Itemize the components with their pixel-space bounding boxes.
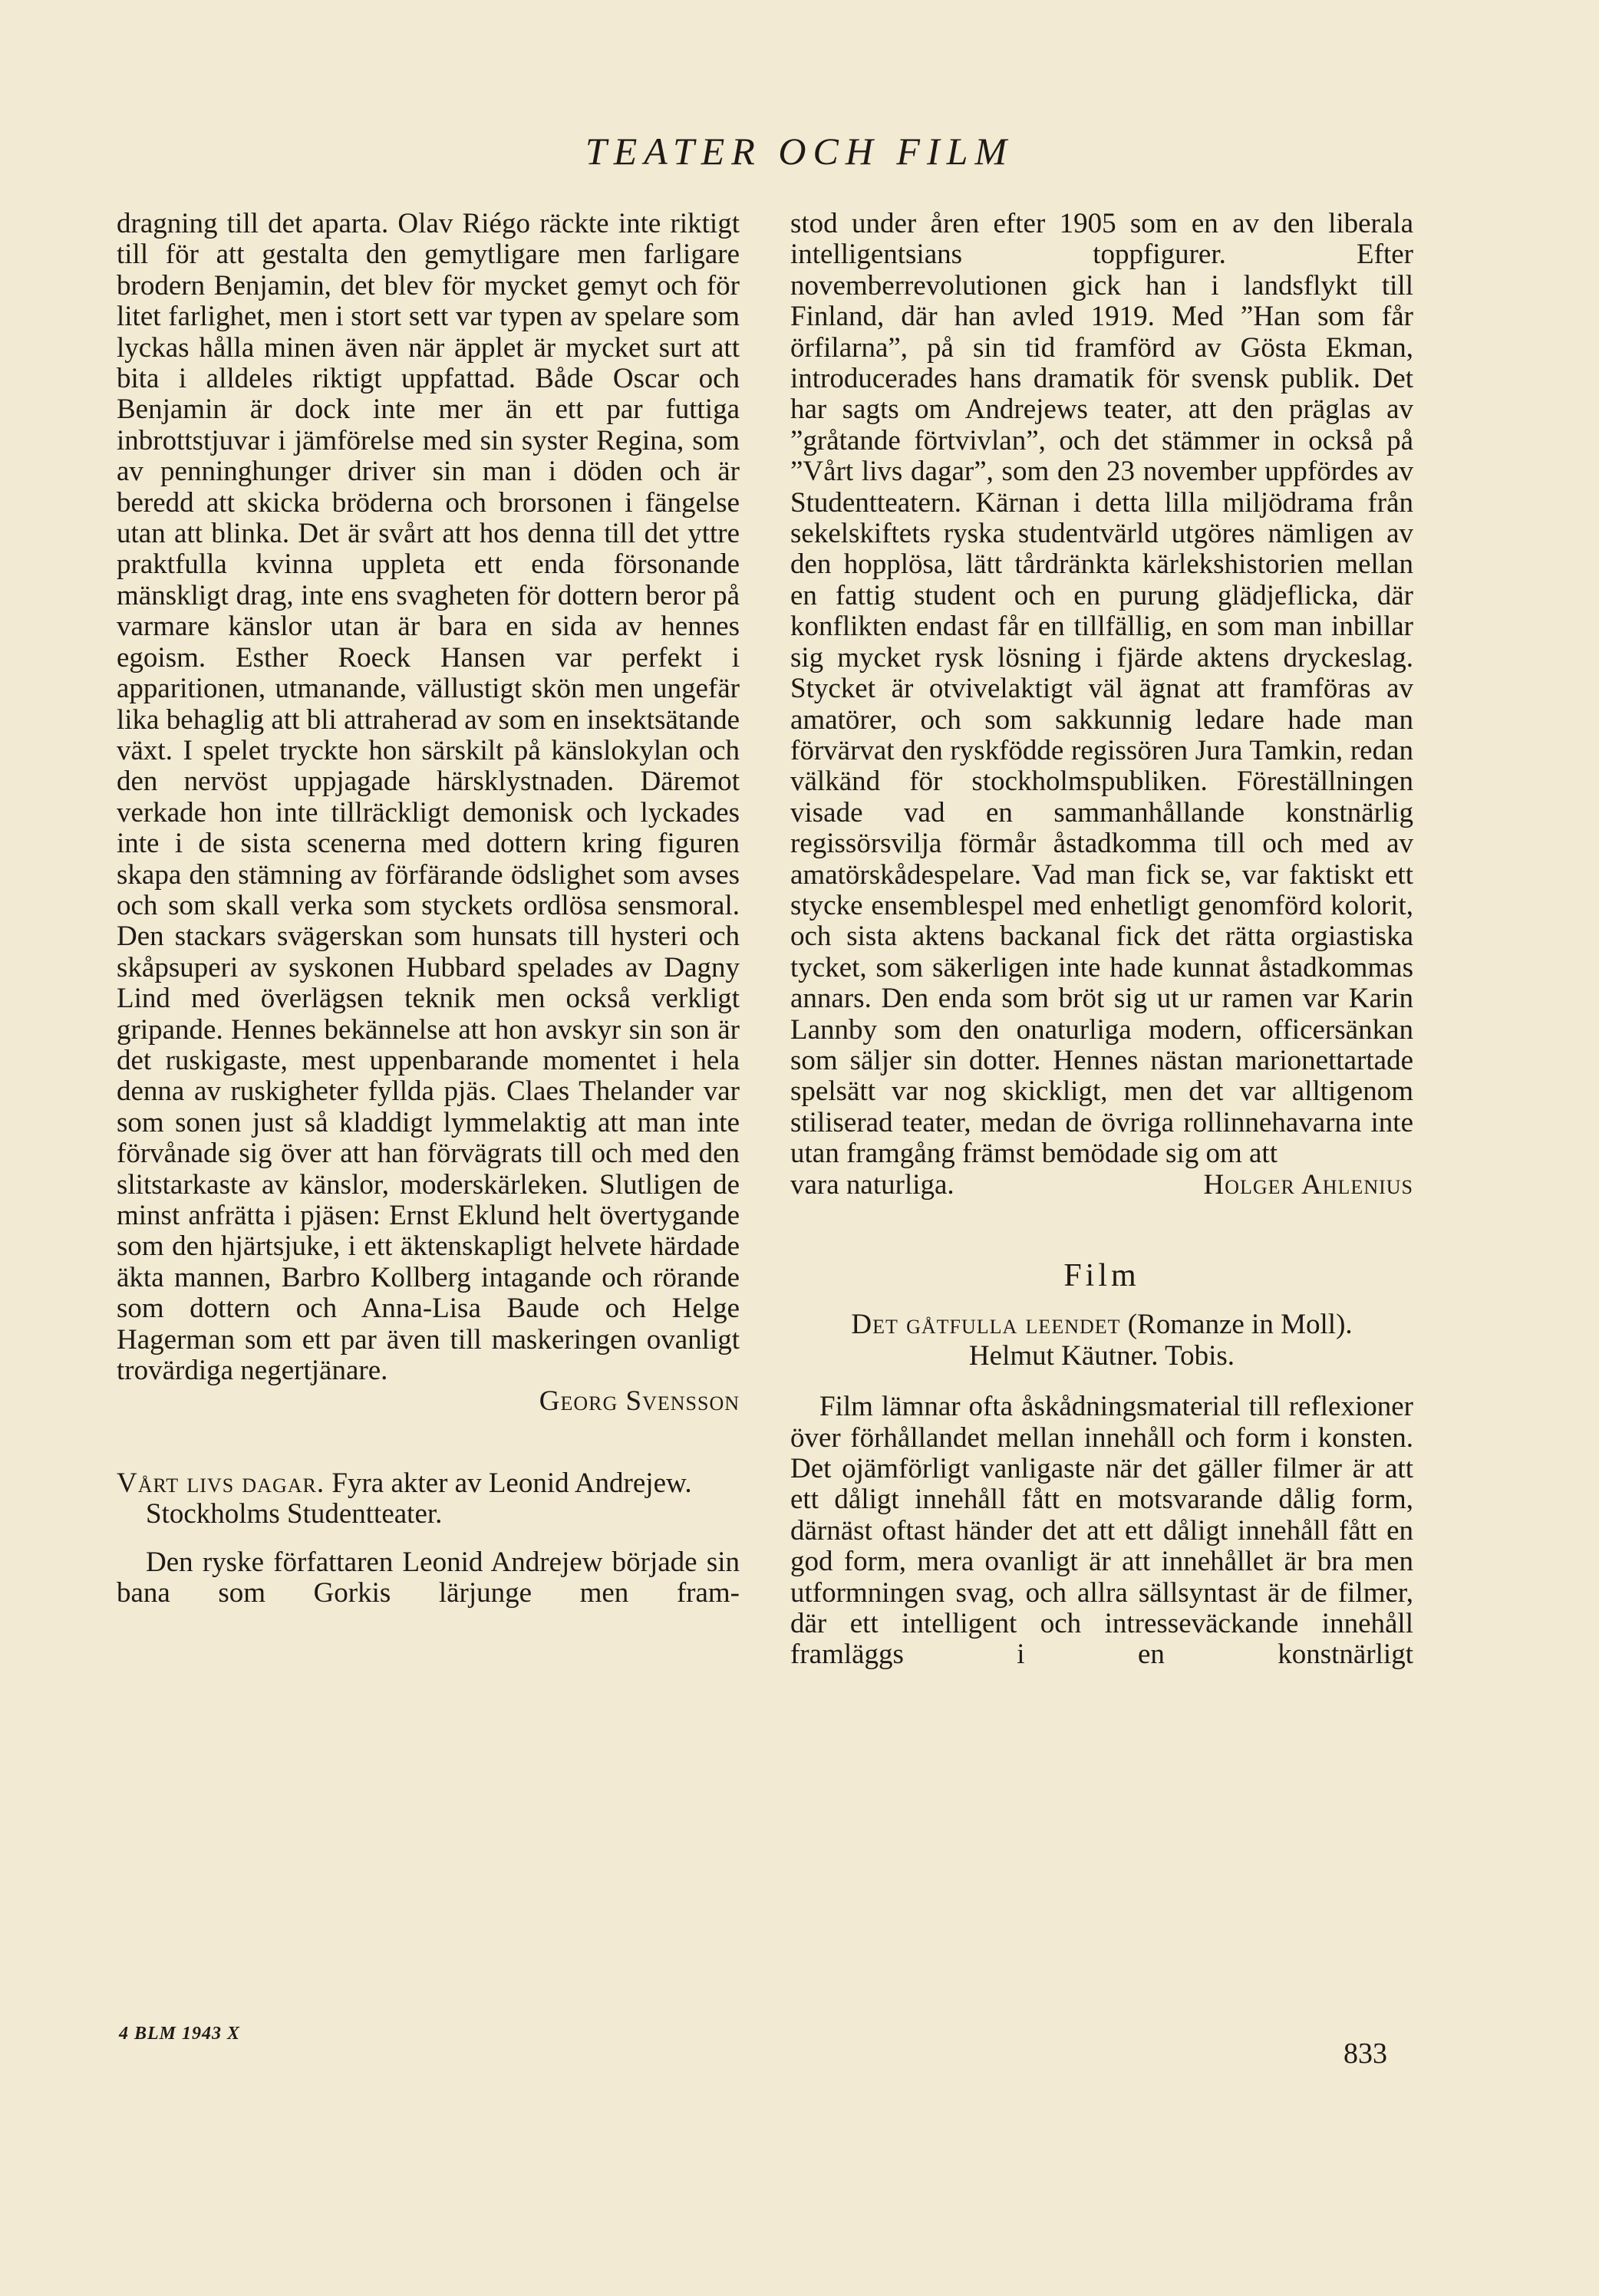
right-paragraph-1: stod under åren efter 1905 som en av den liberala intelligentsians toppfigurer. Efter novemberrevolutionen gick han i landsflykt till Finland, där han avled 1919. Med ”Han som får örfilarna”, på sin tid framförd av Gösta Ekman, introducerades hans dramatik för svensk publik. Det har sagts om Andrejews teater, att den präglas av ”gråtande förtvivlan”, och det stämmer in också på ”Vårt livs dagar”, som den 23 november uppfördes av Studentteatern. Kärnan i detta lilla miljödrama från sekelskiftets ryska studentvärld utgöres nämligen av den hopplösa, lätt tårdränkta kärlekshistorien mellan en fattig student och en purung glädjeflicka, där konflikten endast får en tillfällig, en som man inbillar sig mycket rysk lösning i fjärde aktens dryckeslag. Stycket är otvivelaktigt väl ägnat att framföras av amatörer, och som sakkunnig ledare hade man förvärvat den ryskfödde regissören Jura Tamkin, redan välkänd för stockholmspubliken. Föreställningen visade vad en sammanhållande konstnärlig regissörsvilja förmår åstadkomma till och med av amatörskådespelare. Vad man fick se, var faktiskt ett stycke ensemblespel med enhetligt genomförd kolorit, och sista aktens backanal fick det rätta orgiastiska tycket, som säkerligen inte hade kunnat åstadkommas annars. Den enda som bröt sig ut ur ramen var Karin Lannby som den onaturliga modern, officersänkan som säljer sin dotter. Hennes nästan marionettartade spelsätt var nog skickligt, men det var alltigenom stiliserad teater, medan de övriga rollinnehavarna inte utan framgång främst bemödade sig om att (790, 208, 1413, 1170)
film-original-title: (Romanze in Moll). (1127, 1309, 1353, 1341)
right-column (790, 209, 1413, 1701)
right-paragraph-2: Film lämnar ofta åskådningsmaterial till reflexioner över förhållandet mellan innehåll och form i konsten. Det ojämförligt vanligaste när det gäller filmer är att ett dåligt innehåll fått en motsvarande dålig form, därnäst oftast händer det att ett dåligt innehåll fått en god form, mera ovanligt är att innehållet är bra men utformningen svag, och allra sällsyntast är de filmer, där ett intelligent och intresseväckande innehåll framläggs i en konstnärligt (790, 1391, 1413, 1671)
film-credits: Helmut Käutner. Tobis. (968, 1339, 1235, 1372)
signature-georg-svensson: Georg Svensson (539, 1385, 740, 1418)
film-title: Det gåtfulla leendet (851, 1309, 1121, 1341)
review-details-1: Fyra akter av Leonid Andrejew. (331, 1467, 692, 1499)
review-heading (117, 1468, 740, 1530)
left-paragraph-1: dragning till det aparta. Olav Riégo räckte inte riktigt till för att gestalta den gemytligare men farligare brodern Benjamin, det blev för mycket gemyt och för litet farlighet, men i stort sett var typen av spelare som lyckas hålla minen även när äpplet är mycket surt att bita i alldeles riktigt uppfattad. Både Oscar och Benjamin är dock inte mer än ett par futtiga inbrottstjuvar i jämförelse med sin syster Regina, som av penninghunger driver sin man i döden och är beredd att skicka bröderna och brorsonen i fängelse utan att blinka. Det är svårt att hos denna till det yttre praktfulla kvinna uppleta ett enda försonande mänskligt drag, inte ens svagheten för dottern beror på varmare känslor utan är bara en sida av hennes egoism. Esther Roeck Hansen var perfekt i apparitionen, utmanande, vällustigt skön men ungefär lika behaglig att bli attraherad av som en insektsätande växt. I spelet tryckte hon särskilt på känslokylan och den nervöst uppjagade härsklystnaden. Däremot verkade hon inte tillräckligt demonisk och lyckades inte i de sista scenerna med dottern kring figuren skapa den stämning av förfärande ödslighet som avses och som skall verka som styckets ordlösa sensmoral. Den stackars svägerskan som hunsats till hysteri och skåpsuperi av syskonen Hubbard spelades av Dagny Lind med överlägsen teknik men också verkligt gripande. Hennes bekännelse att hon avskyr sin son är det ruskigaste, mest uppenbarande momentet i hela denna av ruskigheter fyllda pjäs. Claes Thelander var som sonen just så kladdigt lymmelaktig att man inte förvånade sig över att han förvägrats till och med den slitstarkaste av känslor, moderskärleken. Slutligen de minst anfrätta i pjäsen: Ernst Eklund helt övertygande som den hjärtsjuke, i ett äktenskapligt helvete härdade äkta mannen, Barbro Kollberg intagande och rörande som dottern och Anna-Lisa Baude och Helge Hagerman som ett par även till maskeringen ovanligt trovärdiga negertjänare. (117, 208, 740, 1387)
signature-holger-ahlenius: Holger Ahlenius (1203, 1168, 1413, 1201)
right-paragraph-1-last: vara naturliga. (790, 1168, 954, 1201)
review-details-2: Stockholms Studentteater. (146, 1498, 443, 1530)
footer-signature-mark: 4 BLM 1943 X (119, 2024, 241, 2044)
film-heading (790, 1309, 1413, 1372)
closing-line (790, 1170, 1413, 1201)
page-title: TEATER OCH FILM (585, 130, 1014, 173)
left-column (117, 209, 740, 1640)
left-paragraph-2: Den ryske författaren Leonid Andrejew började sin bana som Gorkis lärjunge men fram- (117, 1546, 740, 1609)
review-title: Vårt livs dagar. (117, 1467, 325, 1499)
page-number: 833 (1343, 2037, 1387, 2070)
section-title-film: Film (1063, 1258, 1140, 1293)
